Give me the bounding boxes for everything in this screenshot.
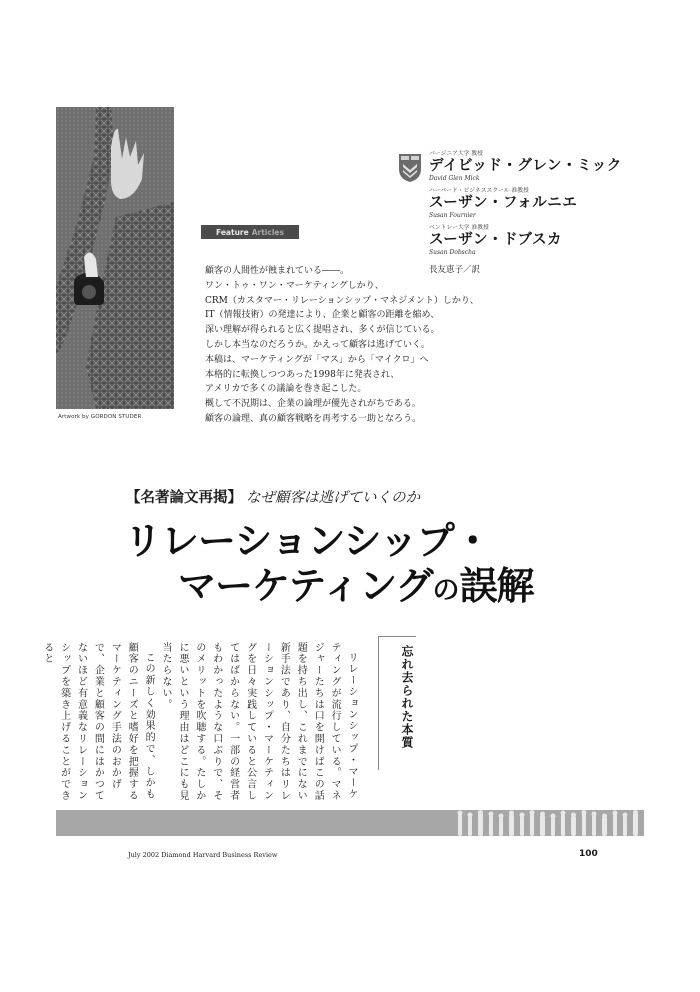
- author-entry: [429, 187, 659, 220]
- intro-line: しかし本当なのだろうか。かえって顧客は逃げていく。: [205, 339, 430, 350]
- intro-line: 顧客の人間性が蝕まれている――。: [205, 266, 350, 276]
- crowd-silhouette: [454, 810, 644, 836]
- intro-line: 本稿は、マーケティングが「マス」から「マイクロ」へ: [205, 354, 429, 365]
- author-name-jp: スーザン・フォルニエ: [429, 195, 578, 211]
- translator-credit: 長友恵子／訳: [429, 265, 481, 275]
- title-particle: の: [432, 575, 460, 606]
- intro-line: 顧客の論理、真の顧客戦略を再考する一助となろう。: [205, 413, 422, 424]
- author-entry: [429, 150, 659, 183]
- author-affiliation: バージニア大学 教授: [429, 151, 483, 157]
- author-name-en: David Glen Mick: [429, 175, 480, 182]
- intro-line: IT（情報技術）の発達により、企業と顧客の距離を縮め、: [205, 310, 440, 321]
- author-name-en: Susan Dobscha: [429, 249, 476, 256]
- article-title-line2: [178, 555, 533, 610]
- article-subtitle: [126, 486, 420, 507]
- intro-line: ワン・トゥ・ワン・マーケティングしかり、: [205, 280, 384, 291]
- footer-band: [56, 810, 644, 836]
- artwork-photo: [56, 107, 174, 409]
- body-paragraph: リレーションシップ・マーケティングが流行している。マネジャーたちは口を開けばこの話題を持ち出し、これまでにない新手法であり、自分たちはリレーションシップ・マーケティングを日々実践していると公言してはばからない。一部の経営者もわかったような口ぶりで、そのメリットを吹聴する。たしかに悪いという理由はどこにも見当たらない。: [160, 642, 357, 802]
- article-body: [41, 642, 359, 810]
- author-name-jp: デイビッド・グレン・ミック: [429, 158, 622, 174]
- intro-line: 概して不況期は、企業の論理が優先されがちである。: [205, 399, 421, 410]
- articles-label: Articles: [251, 227, 284, 237]
- feature-articles-badge: [201, 225, 299, 239]
- subtitle-text: なぜ顧客は逃げていくのか: [246, 490, 420, 506]
- intro-line: 深い理解が得られると広く提唱され、多くが信じている。: [205, 325, 440, 336]
- author-name-en: Susan Fournier: [429, 212, 476, 219]
- intro-line: CRM（カスタマー・リレーションシップ・マネジメント）しかり、: [205, 295, 479, 306]
- author-list: [429, 150, 659, 275]
- author-affiliation: ハーバード・ビジネススクール 准教授: [429, 188, 529, 194]
- page-number: 100: [579, 849, 598, 859]
- hbs-shield-logo: [398, 153, 422, 183]
- footer-issue: July 2002 Diamond Harvard Business Review: [128, 851, 278, 859]
- author-entry: [429, 224, 659, 257]
- artwork-credit: Artwork by GORDON STUDER: [58, 414, 142, 420]
- intro-line: 本格的に転換しつつあった1998年に発表され、: [205, 369, 400, 380]
- author-name-jp: スーザン・ドブスカ: [429, 232, 562, 248]
- intro-line: アメリカで多くの議論を巻き起こした。: [205, 384, 367, 395]
- body-paragraph: この新しく効果的で、しかも顧客のニーズと嗜好を把握するマーケティング手法のおかげで、企業と顧客の間にはかつてないほど有意義なリレーションシップを築き上げることができると: [41, 642, 155, 802]
- article-title-line1: リレーションシップ・: [124, 519, 491, 563]
- author-affiliation: ベントレー大学 准教授: [429, 225, 489, 231]
- title-end: 誤解: [459, 564, 534, 608]
- reprint-tag: 【名著論文再掲】: [126, 489, 242, 506]
- title-main: マーケティング: [178, 564, 433, 608]
- section-heading: 忘れ去られた本質: [378, 636, 416, 770]
- feature-label: Feature: [216, 227, 249, 237]
